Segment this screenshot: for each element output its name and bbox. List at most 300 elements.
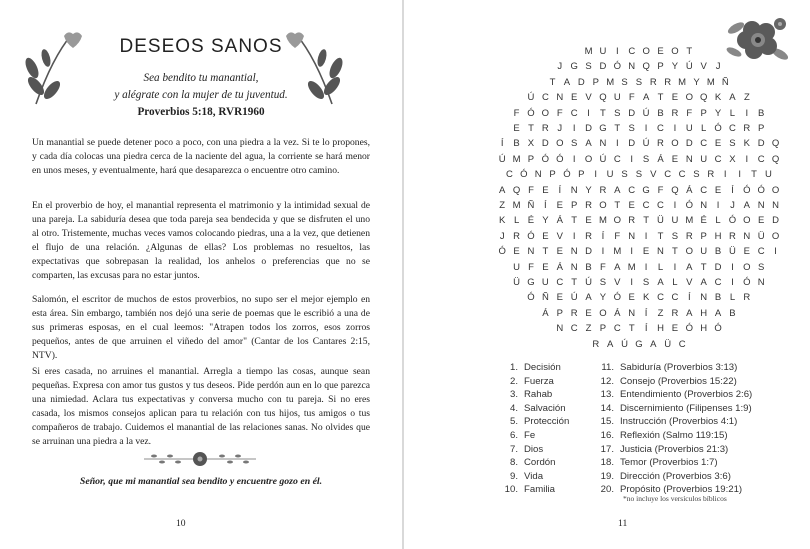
word-number: 20. [600,484,614,496]
word-list-item [596,389,752,400]
grid-letter: T [643,215,649,227]
grid-letter: E [556,292,563,304]
grid-letter: I [572,230,576,242]
grid-letter: V [686,277,693,288]
grid-letter: Y [714,107,722,119]
grid-row [495,138,783,149]
grid-letter: A [614,184,621,196]
grid-letter: O [599,200,607,211]
grid-letter: E [585,215,592,227]
grid-letter: Ó [714,323,722,335]
grid-letter: C [700,184,708,196]
grid-letter: R [657,138,664,150]
grid-letter: N [570,261,578,273]
word-text: Dirección (Proverbios 3:6) [620,470,731,482]
grid-letter: M [685,215,694,227]
word-text: Protección [524,416,570,428]
word-number: 6. [509,430,518,441]
grid-letter: D [628,138,636,150]
word-text: Entendimiento (Proverbios 2:6) [620,389,753,401]
grid-letter: I [572,153,576,165]
grid-row [524,292,754,303]
grid-letter: E [570,92,578,104]
grid-letter: É [700,215,707,227]
word-text: Consejo (Proverbios 15:22) [620,375,737,387]
grid-letter: N [628,307,636,319]
grid-letter: I [673,261,677,273]
word-number: 11. [601,362,614,373]
grid-letter: S [635,169,643,181]
grid-letter: L [729,107,736,119]
word-text: Reflexión (Salmo 119:15) [620,430,728,441]
word-text: Justicia (Proverbios 21:3) [620,443,729,455]
grid-letter: P [556,307,563,319]
grid-letter: P [549,169,556,181]
grid-letter: B [585,261,592,273]
grid-letter: P [570,200,578,211]
grid-letter: V [585,92,592,104]
grid-letter: A [686,261,693,273]
grid-letter: O [743,215,751,227]
grid-letter: C [613,153,621,165]
grid-letter: I [731,277,734,288]
grid-letter: D [628,107,636,119]
grid-letter: T [528,123,534,134]
word-number: 1. [509,362,518,373]
grid-letter: C [628,184,636,196]
word-text: Cordón [524,457,556,469]
grid-letter: C [678,169,686,181]
word-list-item [500,430,535,441]
word-number: 7. [509,443,518,455]
grid-letter: I [572,123,576,134]
grid-letter: J [730,200,735,211]
grid-letter: U [764,169,772,181]
word-number: 8. [509,457,518,469]
grid-letter: P [657,61,664,73]
grid-letter: T [614,123,621,134]
grid-letter: N [556,92,564,104]
grid-letter: D [714,261,722,273]
grid-letter: Á [556,215,563,227]
word-list-item [500,376,554,387]
grid-letter: Y [542,215,549,227]
grid-letter: E [671,323,679,335]
grid-letter: R [649,76,657,88]
grid-letter: T [700,261,707,273]
grid-letter: Ó [556,153,564,165]
grid-letter: E [628,200,635,211]
grid-letter: T [542,246,549,258]
grid-letter: L [672,277,678,288]
grid-letter: E [542,261,549,273]
grid-letter: C [700,138,708,150]
grid-letter: Ñ [541,292,549,304]
word-text: Fe [524,430,536,441]
grid-letter: Ó [613,292,622,304]
grid-letter: U [613,92,621,104]
grid-letter: D [599,61,607,73]
grid-letter: Á [542,307,549,319]
grid-letter: M [627,261,636,273]
grid-letter: E [513,246,520,258]
grid-letter: C [556,277,564,288]
grid-letter: Ú [599,153,607,165]
grid-letter: E [714,184,722,196]
word-list-item [596,457,718,468]
grid-letter: Q [771,138,780,150]
grid-letter: U [671,215,679,227]
grid-letter: A [729,92,736,104]
grid-letter: Í [644,307,648,319]
grid-letter: N [657,246,664,258]
grid-letter: É [527,215,535,227]
grid-letter: S [642,277,650,288]
grid-letter: Ü [513,277,521,288]
grid-letter: C [613,323,621,335]
grid-letter: R [599,184,607,196]
grid-letter: E [642,246,650,258]
verse-line: y alégrate con la mujer de tu juventud. [114,89,288,101]
grid-row [509,277,768,288]
grid-letter: I [774,246,777,258]
grid-letter: C [657,292,664,304]
word-text: Discernimiento (Filipenses 1:9) [620,402,752,414]
grid-letter: P [592,76,599,88]
grid-letter: Q [771,153,780,165]
grid-letter: I [673,200,677,211]
grid-letter: Q [599,92,607,104]
grid-letter: N [757,200,765,211]
grid-letter: G [570,61,578,73]
grid-letter: Ó [728,215,737,227]
word-list-item [596,362,737,373]
grid-letter: E [585,307,592,319]
grid-letter: R [513,230,521,242]
grid-letter: C [729,123,736,134]
grid-letter: U [606,169,614,181]
grid-letter: U [700,246,708,258]
grid-letter: S [628,123,635,134]
grid-letter: Ó [685,323,693,335]
page-number: 11 [618,518,628,529]
grid-letter: Á [614,307,621,319]
grid-letter: C [505,169,513,181]
right-page [404,0,810,549]
grid-letter: S [614,107,621,119]
grid-letter: G [527,277,535,288]
grid-letter: C [714,153,722,165]
grid-row [545,77,732,88]
grid-letter: K [743,138,750,150]
grid-letter: T [686,46,693,57]
grid-letter: B [729,307,736,319]
grid-letter: R [628,215,636,227]
grid-letter: T [628,323,635,335]
word-number: 5. [509,416,518,428]
grid-letter: Y [693,76,700,88]
grid-letter: B [714,246,722,258]
grid-letter: I [587,107,590,119]
grid-letter: R [743,123,751,134]
grid-letter: A [585,138,592,150]
footnote: *no incluye los versículos bíblicos [623,494,727,503]
grid-letter: E [657,46,664,57]
grid-letter: N [556,323,564,335]
grid-row [553,61,726,72]
grid-letter: I [644,123,648,134]
grid-letter: Q [512,184,521,196]
grid-letter: N [628,61,636,73]
grid-letter: M [613,246,622,258]
grid-letter: F [556,107,563,119]
grid-letter: I [738,169,741,181]
grid-letter: Ó [613,61,622,73]
grid-letter: L [729,292,736,304]
word-list-item [500,389,552,400]
grid-letter: V [614,277,621,288]
paragraph: En el proverbio de hoy, el manantial representa el matrimonio y la intimidad sexual de una pareja. La sabiduría desea que toda pareja sea bendecida y que se disfruten el uno al otro. Tristemente, muchas veces vamos colocando piedras, una a la vez, que detienen el flujo de una relación. ¿Algunas de ellas? Los problemas no resueltos, las expectativas que sobrepasan la realidad, los anhelos o preferencias que no se comparten, las excusas para no estar juntos. [32,200,370,281]
grid-letter: N [570,246,578,258]
grid-row [495,215,783,226]
grid-letter: P [700,230,707,242]
grid-row [524,92,754,103]
grid-letter: P [700,107,707,119]
grid-letter: M [584,46,593,57]
grid-letter: U [599,46,607,57]
grid-letter: Ü [664,338,672,350]
grid-letter: D [757,138,765,150]
word-list-item [596,403,752,414]
grid-letter: N [772,200,780,211]
grid-letter: R [585,200,592,211]
grid-letter: I [630,277,634,288]
word-number: 12. [600,375,614,387]
grid-letter: C [671,292,679,304]
grid-letter: F [513,107,520,119]
grid-letter: I [594,169,598,181]
grid-letter: I [673,123,677,134]
grid-letter: C [570,323,578,335]
grid-row [589,339,690,350]
grid-letter: Ó [520,169,528,181]
grid-letter: N [700,200,708,211]
grid-letter: C [657,200,664,211]
grid-letter: R [707,169,715,181]
grid-letter: E [513,123,520,134]
word-number: 3. [509,389,518,401]
grid-letter: Í [731,184,734,196]
grid-row [509,108,768,119]
grid-letter: T [671,246,678,258]
grid-letter: Í [500,138,504,150]
grid-row [553,323,726,334]
grid-letter: J [557,123,563,134]
grid-letter: A [585,292,592,304]
word-number: 17. [600,443,614,455]
grid-letter: O [556,138,564,150]
grid-letter: T [751,169,757,181]
flower-vine-divider-icon [140,449,260,469]
word-text: Temor (Proverbios 1:7) [620,457,718,469]
word-text: Salvación [524,402,566,414]
grid-letter: Ó [527,107,535,119]
word-text: Sabiduría (Proverbios 3:13) [620,362,738,373]
grid-row [495,246,783,257]
grid-letter: B [714,292,722,304]
grid-letter: Z [743,92,750,104]
grid-letter: F [628,92,635,104]
word-text: Rahab [524,389,553,401]
grid-letter: A [650,338,657,350]
grid-letter: T [571,215,578,227]
word-number: 9. [509,470,518,482]
grid-letter: A [743,200,750,211]
word-list-item [500,362,561,373]
grid-letter: R [664,76,672,88]
grid-letter: Ó [685,200,693,211]
grid-letter: P [599,323,607,335]
word-number: 4. [509,402,518,414]
grid-letter: D [585,246,592,258]
grid-letter: E [542,184,549,196]
closing-prayer: Señor, que mi manantial sea bendito y encuentre gozo en él. [79,476,323,487]
grid-letter: H [714,230,722,242]
word-text: Vida [524,470,544,482]
grid-letter: O [671,46,679,57]
grid-letter: E [542,230,549,242]
grid-letter: Ó [563,169,571,181]
word-list-item [500,457,555,468]
grid-letter: R [585,230,592,242]
grid-letter: C [628,46,636,57]
grid-letter: Ó [743,184,751,196]
grid-letter: M [606,76,615,88]
grid-letter: O [541,107,550,119]
grid-letter: M [512,153,521,165]
grid-letter: I [616,138,619,150]
grid-letter: I [745,107,749,119]
word-list-item [596,471,731,482]
grid-letter: O [599,307,607,319]
grid-letter: X [527,138,535,150]
grid-letter: M [706,76,715,88]
verse-reference: Proverbios 5:18, RVR1960 [137,106,265,118]
grid-letter: S [570,138,578,150]
grid-letter: E [671,153,679,165]
grid-letter: C [714,277,722,288]
word-list-item [500,403,566,414]
grid-letter: N [743,230,751,242]
grid-letter: Ú [498,153,506,165]
paragraph: Si eres casada, no arruines el manantial. Arregla a tiempo las cosas, aunque sean pequeñas. Expresa con amor tus gustos y tus deseos. Pide perdón aun en lo que parezca una nimiedad. Aclara tus expectativas y conversa mucho con tu pareja. Si no eres casada, los mismos consejos aplican para tu relación con tus hijos, tus amigos o tus compañeros de trabajo. Cuidemos el manantial de las relaciones sanas. No olvides que se arruinan una piedra a la vez. [32,366,370,447]
grid-letter: T [600,107,606,119]
grid-letter: Y [671,61,679,73]
grid-row [509,123,768,134]
grid-letter: Ñ [527,200,535,211]
grid-letter: Ú [685,61,693,73]
grid-letter: A [499,184,506,196]
word-number: 18. [600,457,614,469]
word-text: Familia [524,484,555,496]
word-text: Instrucción (Proverbios 4:1) [620,416,738,428]
grid-letter: T [571,277,578,288]
grid-letter: C [657,123,664,134]
grid-letter: H [657,323,664,335]
grid-letter: S [671,230,679,242]
word-number: 2. [509,375,518,387]
grid-letter: B [657,107,664,119]
paragraph: Un manantial se puede detener poco a poco, con una piedra a la vez. Si te lo propones, y cada día colocas una piedra cerca de la naciente del agua, la corriente se hará menor en unos meses, y eventualmente, hará que desaparezca o encuentre otro camino. [32,137,370,176]
grid-letter: H [700,323,708,335]
grid-letter: O [642,46,650,57]
word-list-item [596,430,728,441]
grid-letter: D [541,138,549,150]
grid-letter: I [745,153,749,165]
grid-letter: S [642,153,650,165]
grid-letter: Ü [729,246,736,258]
word-text: Fuerza [524,375,554,387]
grid-letter: D [685,138,693,150]
grid-letter: Ñ [721,76,729,88]
grid-letter: E [671,92,679,104]
grid-letter: N [527,246,535,258]
grid-letter: L [513,215,520,227]
grid-letter: O [671,138,679,150]
grid-letter: U [541,277,549,288]
word-list-item [500,444,543,455]
grid-letter: Ó [541,153,550,165]
grid-letter: M [512,200,521,211]
word-number: 14. [600,402,614,414]
grid-letter: Ó [498,246,506,258]
grid-letter: Q [642,61,650,73]
grid-letter: F [686,107,693,119]
grid-letter: Y [599,292,607,304]
grid-letter: I [630,246,634,258]
grid-letter: N [757,277,765,288]
word-text: Decisión [524,362,561,373]
grid-letter: L [657,261,664,273]
grid-letter: Á [686,184,693,196]
grid-letter: Í [644,323,648,335]
grid-letter: R [570,307,578,319]
grid-letter: E [628,292,635,304]
grid-letter: S [693,169,700,181]
word-list-item [500,416,569,427]
grid-letter: Ú [527,92,535,104]
grid-letter: G [635,338,643,350]
grid-letter: R [541,123,549,134]
grid-letter: R [671,307,679,319]
word-list-item [596,416,737,427]
grid-row [509,262,768,273]
grid-letter: E [758,215,765,227]
grid-letter: T [614,200,621,211]
grid-letter: Í [544,200,547,211]
grid-letter: A [614,261,621,273]
grid-letter: S [635,76,643,88]
grid-letter: O [743,261,751,273]
grid-letter: O [685,246,693,258]
grid-letter: Ú [585,277,592,288]
grid-letter: Á [556,261,563,273]
grid-letter: Ú [642,107,650,119]
grid-letter: U [513,261,521,273]
grid-letter: G [599,123,607,134]
grid-letter: L [701,123,707,134]
grid-letter: S [758,261,765,273]
